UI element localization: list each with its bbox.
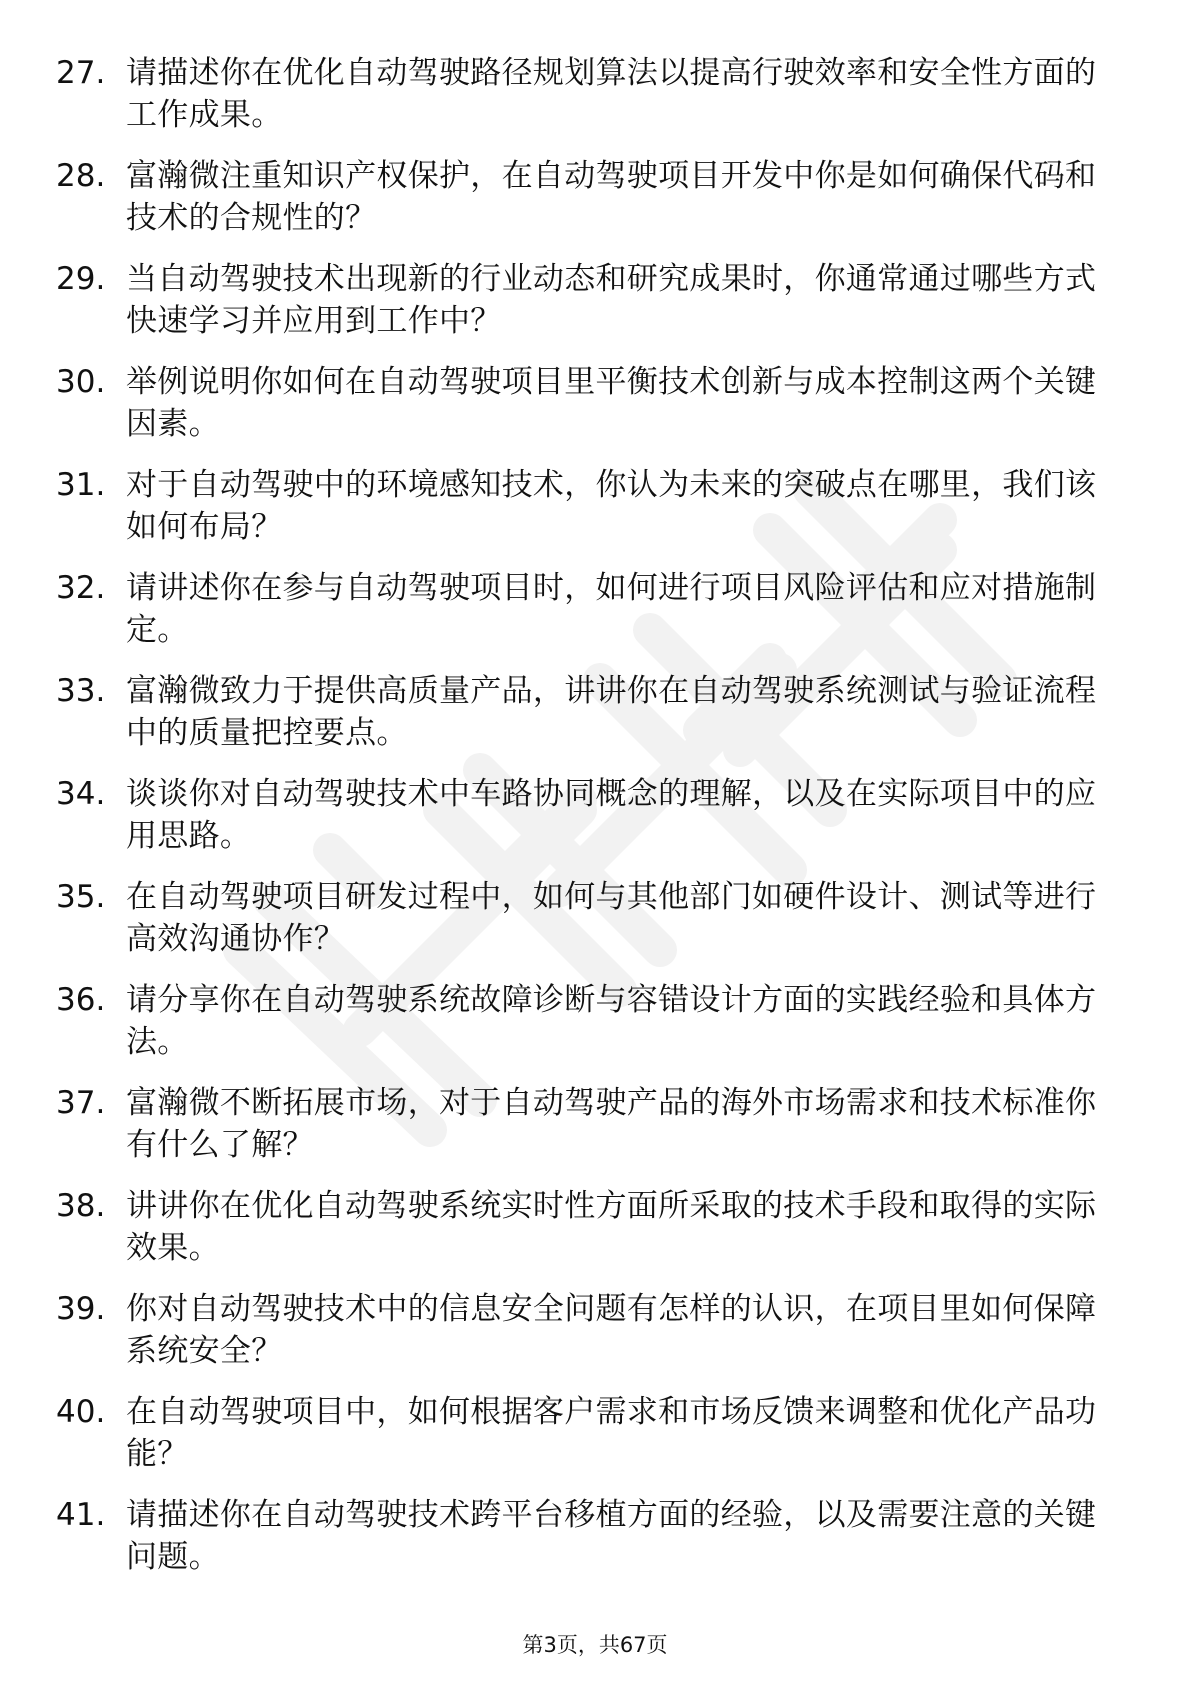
question-number: 27. [56, 55, 106, 91]
question-text: 当自动驾驶技术出现新的行业动态和研究成果时，你通常通过哪些方式快速学习并应用到工作中？ [126, 261, 1097, 339]
question-number: 30. [56, 364, 106, 400]
question-item [56, 258, 1116, 361]
question-item [56, 464, 1116, 567]
question-text: 谈谈你对自动驾驶技术中车路协同概念的理解，以及在实际项目中的应用思路。 [126, 776, 1097, 854]
question-number: 37. [56, 1085, 106, 1121]
question-item [56, 52, 1116, 155]
question-item [56, 1288, 1116, 1391]
question-text: 举例说明你如何在自动驾驶项目里平衡技术创新与成本控制这两个关键因素。 [126, 364, 1097, 442]
question-number: 28. [56, 158, 106, 194]
question-item [56, 876, 1116, 979]
question-item [56, 670, 1116, 773]
question-number: 35. [56, 879, 106, 915]
question-item [56, 773, 1116, 876]
question-item [56, 155, 1116, 258]
question-item [56, 979, 1116, 1082]
question-number: 32. [56, 570, 106, 606]
question-item [56, 1082, 1116, 1185]
question-text: 富瀚微不断拓展市场，对于自动驾驶产品的海外市场需求和技术标准你有什么了解？ [126, 1085, 1097, 1163]
question-number: 38. [56, 1188, 106, 1224]
question-item [56, 1494, 1116, 1597]
question-text: 富瀚微注重知识产权保护，在自动驾驶项目开发中你是如何确保代码和技术的合规性的？ [126, 158, 1097, 236]
question-item [56, 567, 1116, 670]
question-list [56, 52, 1116, 1597]
question-number: 34. [56, 776, 106, 812]
question-number: 41. [56, 1497, 106, 1533]
page-number: 第3页，共67页 [522, 1633, 668, 1657]
question-number: 40. [56, 1394, 106, 1430]
question-text: 请讲述你在参与自动驾驶项目时，如何进行项目风险评估和应对措施制定。 [126, 570, 1097, 648]
question-text: 对于自动驾驶中的环境感知技术，你认为未来的突破点在哪里，我们该如何布局？ [126, 467, 1097, 545]
question-text: 你对自动驾驶技术中的信息安全问题有怎样的认识，在项目里如何保障系统安全？ [126, 1291, 1097, 1369]
question-number: 31. [56, 467, 106, 503]
question-text: 在自动驾驶项目研发过程中，如何与其他部门如硬件设计、测试等进行高效沟通协作？ [126, 879, 1097, 957]
question-text: 讲讲你在优化自动驾驶系统实时性方面所采取的技术手段和取得的实际效果。 [126, 1188, 1097, 1266]
question-text: 请描述你在优化自动驾驶路径规划算法以提高行驶效率和安全性方面的工作成果。 [126, 55, 1097, 133]
question-text: 富瀚微致力于提供高质量产品，讲讲你在自动驾驶系统测试与验证流程中的质量把控要点。 [126, 673, 1097, 751]
question-item [56, 1391, 1116, 1494]
question-item [56, 361, 1116, 464]
question-number: 33. [56, 673, 106, 709]
question-item [56, 1185, 1116, 1288]
question-number: 29. [56, 261, 106, 297]
question-text: 在自动驾驶项目中，如何根据客户需求和市场反馈来调整和优化产品功能？ [126, 1394, 1097, 1472]
question-number: 39. [56, 1291, 106, 1327]
question-text: 请分享你在自动驾驶系统故障诊断与容错设计方面的实践经验和具体方法。 [126, 982, 1097, 1060]
question-text: 请描述你在自动驾驶技术跨平台移植方面的经验，以及需要注意的关键问题。 [126, 1497, 1097, 1575]
question-number: 36. [56, 982, 106, 1018]
